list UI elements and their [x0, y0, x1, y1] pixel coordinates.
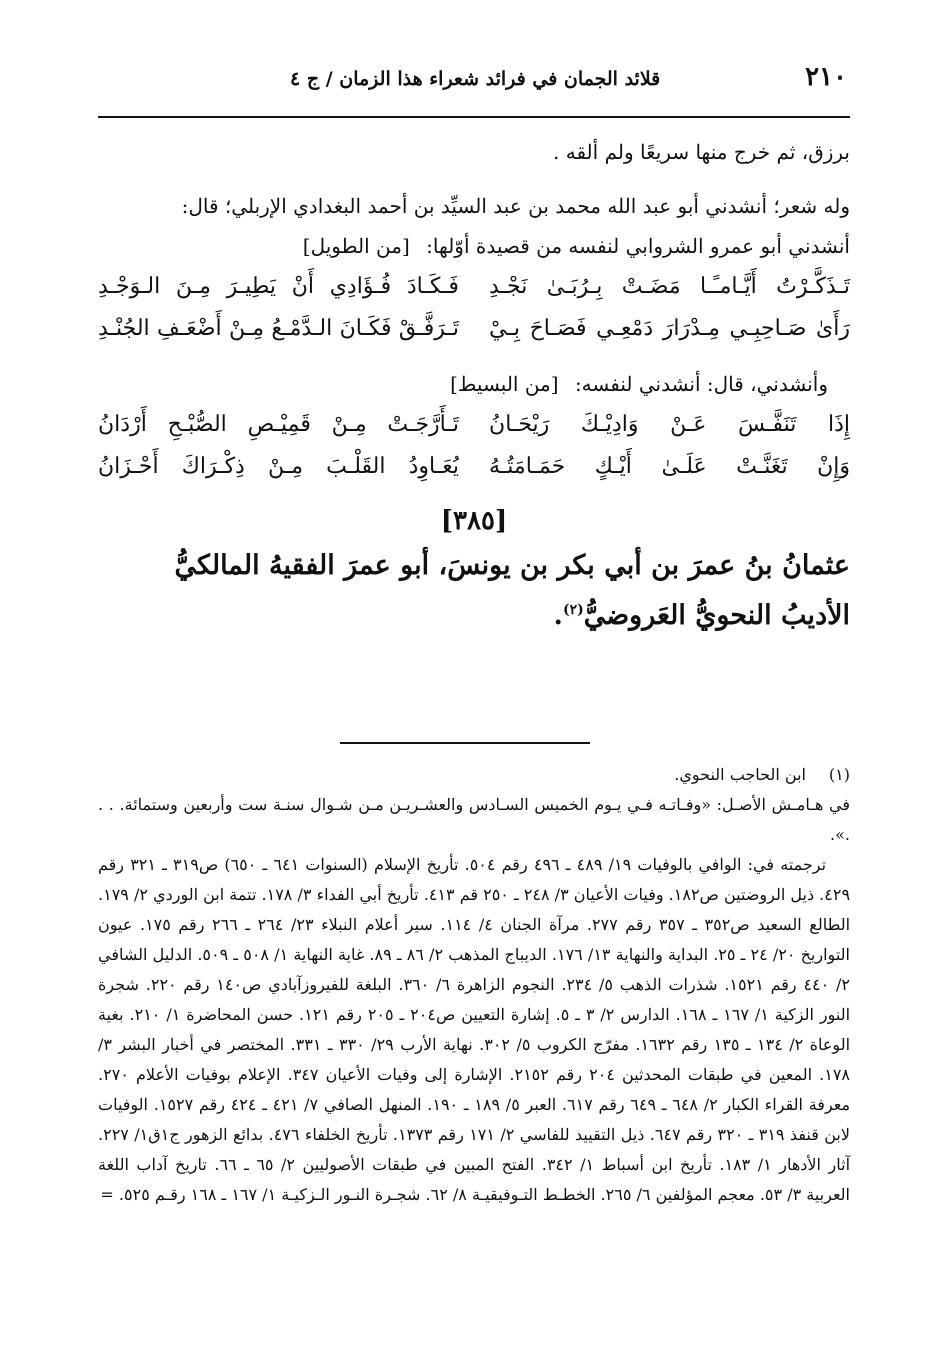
- spacer: [98, 172, 850, 186]
- verse-first-hemistich: وَإِنْ تَغَنَّـتْ عَلَـىٰ أَيْـكٍ حَمَـامَتُـهُ: [489, 454, 850, 479]
- meter-label: [من البسيط]: [450, 372, 559, 396]
- entry-title-line: [98, 588, 850, 638]
- verse-second-hemistich: فَـكَـادَ فُـؤَادِي أَنْ يَطِيـرَ مِـنَ الـوَجْـدِ: [98, 274, 459, 299]
- running-title: قلائد الجمان في فرائد شعراء هذا الزمان / ج ٤: [290, 68, 661, 90]
- verse-line: [98, 308, 850, 350]
- footnote-text: في هـامـش الأصـل: «وفـاتـه فـي يـوم الخميس السـادس والعشـريـن مـن شـوال سنـة ست وأربعين وستمائة. . . .».: [98, 795, 850, 844]
- footnote-reference: (٢): [562, 602, 584, 618]
- intro-text: أنشدني أبو عمرو الشروابي لنفسه من قصيدة أوّلها:: [426, 234, 850, 258]
- footnote: [98, 760, 850, 790]
- page-header: [100, 56, 847, 100]
- main-text: [98, 132, 850, 638]
- footnotes: [98, 760, 850, 1210]
- entry-title: [98, 544, 850, 638]
- footnote-text: ابن الحاجب النحوي.: [674, 765, 806, 784]
- text-line: [98, 364, 850, 404]
- footnote-text: ترجمته في: الوافي بالوفيات ١٩/ ٤٨٩ ـ ٤٩٦ رقم ٥٠٤. تأريخ الإسلام (السنوات ٦٤١ ـ ٦٥٠) ص٣١٩ ـ ٣٢١ رقم ٤٢٩. ذيل الروضتين ص١٨٢. وفيات الأعيان ٣/ ٢٤٨ ـ ٢٥٠ قم ٤١٣. تأريخ أبي الفداء ٣/ ١٧٨. تتمة ابن الوردي ٢/ ١٧٩. الطالع السعيد ص٣٥٢ ـ ٣٥٧ رقم ٢٧٧. مرآة الجنان ٤/ ١١٤. سير أعلام النبلاء ٢٣/ ٢٦٤ ـ ٢٦٦ رقم ١٧٥. عيون التواريخ ٢٠/ ٢٤ ـ ٢٥. البداية والنهاية ١٣/ ١٧٦. الديباج المذهب ٢/ ٨٦ ـ ٨٩. غاية النهاية ١/ ٥٠٨ ـ ٥٠٩. الدليل الشافي ٢/ ٤٤٠ رقم ١٥٢١. شذرات الذهب ٥/ ٢٣٤. النجوم الزاهرة ٦/ ٣٦٠. البلغة للفيروزآبادي ص١٤٠ رقم ٢٢٠. شجرة النور الزكية ١/ ١٦٧ ـ ١٦٨. الدارس ٢/ ٣ ـ ٥. إشارة التعيين ص٢٠٤ ـ ٢٠٥ رقم ١٢١. حسن المحاضرة ١/ ٢١٠. بغية الوعاة ٢/ ١٣٤ ـ ١٣٥ رقم ١٦٣٢. مفرّج الكروب ٥/ ٣٠٢. نهاية الأرب ٢٩/ ٣٣٠ ـ ٣٣١. المختصر في أخبار البشر ٣/ ١٧٨. المعين في طبقات المحدثين ٢٠٤ رقم ٢١٥٢. الإشارة إلى وفيات الأعيان ٣٤٧. الإعلام بوفيات الأعلام ٢٧٠. معرفة القراء الكبار ٢/ ٦٤٨ ـ ٦٤٩ رقم ٦١٧. العبر ٥/ ١٨٩ ـ ١٩٠. المنهل الصافي ٧/ ٤٢١ ـ ٤٢٤ رقم ١٥٢٧. الوفيات لابن قنفذ ٣١٩ ـ ٣٢٠ رقم ٦٤٧. ذيل التقييد للفاسي ٢/ ١٧١ رقم ١٣٧٣. تأريخ الخلفاء ٤٧٦. بدائع الزهور ج١ق١/ ٢٢٧. آثار الأدهار ١/ ١٨٣. تأريخ ابن أسباط ١/ ٣٤٢. الفتح المبين في طبقات الأصوليين ٢/ ٦٥ ـ ٦٦. تاريخ آداب اللغة العربية ٣/ ٥٣. معجم المؤلفين ٦/ ٢٦٥. الخطـط التـوفيقيـة ٨/ ٦٢. شجـرة النـور الـزكيـة ١/ ١٦٧ ـ ١٦٨ رقـم ٥٢٥. =: [98, 855, 851, 1204]
- verse-first-hemistich: تَـذَكَّـرْتُ أَيَّـامـًـا مَضَـتْ بِـرُبَـىٰ نَجْـدِ: [489, 274, 850, 299]
- intro-text: وأنشدني، قال: أنشدني لنفسه:: [574, 372, 828, 396]
- text-line: وله شعر؛ أنشدني أبو عبد الله محمد بن عبد السيِّد بن أحمد البغدادي الإربلي؛ قال:: [181, 194, 850, 218]
- footnote-number: (١): [828, 765, 850, 784]
- footnote-rule: [340, 742, 590, 744]
- verse-second-hemistich: تَـأَرَّجَـتْ مِـنْ قَمِيْـصِ الصُّبْـحِ أَرْدَانُ: [98, 412, 459, 437]
- text-line: [98, 226, 850, 266]
- entry-title-end: .: [553, 600, 563, 631]
- entry-title-text: الأديبُ النحويُّ العَروضيُّ: [583, 600, 850, 631]
- header-rule: [98, 116, 850, 118]
- meter-label: [من الطويل]: [302, 234, 410, 258]
- verse-first-hemistich: رَأَىٰ صَـاحِبِـي مِـدْرَارَ دَمْعِـي فَصَـاحَ بِـيْ: [489, 316, 850, 341]
- spacer: [98, 350, 850, 364]
- page-number: ٢١٠: [805, 62, 847, 92]
- verse-first-hemistich: إِذَا تَنَفَّـسَ عَـنْ وَادِيْـكَ رَيْحَـانُ: [489, 412, 850, 437]
- entry-number: [٣٨٥]: [440, 506, 508, 536]
- verse-line: [98, 404, 850, 446]
- verse-line: [98, 446, 850, 488]
- verse-second-hemistich: يُعَـاوِدُ القَلْـبَ مِـنْ ذِكْـرَاكَ أَحْـزَانُ: [98, 454, 459, 479]
- verse-line: [98, 266, 850, 308]
- entry-title-line: عثمانُ بنُ عمرَ بن أبي بكر بن يونسَ، أبو عمرَ الفقيهُ المالكيُّ: [174, 550, 850, 581]
- verse-second-hemistich: تَـرَفَّـقْ فَكَـانَ الـدَّمْـعُ مِـنْ أَضْعَـفِ الجُنْـدِ: [98, 316, 459, 341]
- text-line: برزق، ثم خرج منها سريعًا ولم ألقه .: [553, 140, 850, 164]
